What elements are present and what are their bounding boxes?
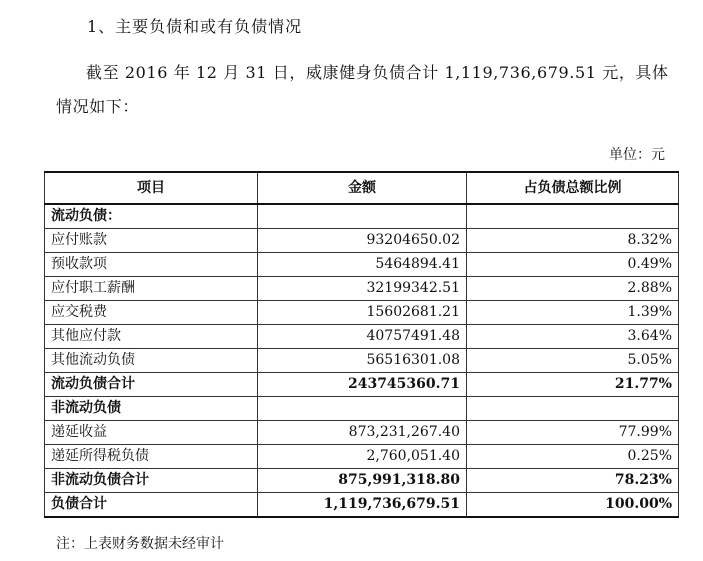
cell-item: 非流动负债合计 [45, 469, 258, 493]
cell-ratio: 100.00% [467, 493, 679, 518]
cell-ratio: 77.99% [467, 421, 679, 445]
cell-amount: 1,119,736,679.51 [258, 493, 467, 518]
cell-item: 其他应付款 [45, 325, 258, 349]
cell-amount: 32199342.51 [258, 277, 467, 301]
cell-item: 流动负债合计 [45, 373, 258, 397]
table-row [45, 301, 679, 325]
table-section-row [45, 204, 679, 229]
column-header-amount: 金额 [258, 172, 467, 204]
cell-item: 预收款项 [45, 253, 258, 277]
column-header-ratio: 占负债总额比例 [467, 172, 679, 204]
column-header-item: 项目 [45, 172, 258, 204]
cell-item: 递延收益 [45, 421, 258, 445]
table-row [45, 349, 679, 373]
table-total-row [45, 373, 679, 397]
cell-ratio: 0.25% [467, 445, 679, 469]
table-total-row [45, 493, 679, 518]
table-row [45, 421, 679, 445]
cell-ratio: 8.32% [467, 229, 679, 253]
liabilities-table [44, 171, 679, 518]
cell-item: 其他流动负债 [45, 349, 258, 373]
cell-amount: 56516301.08 [258, 349, 467, 373]
cell-ratio: 0.49% [467, 253, 679, 277]
cell-item: 递延所得税负债 [45, 445, 258, 469]
cell-ratio: 1.39% [467, 301, 679, 325]
cell-amount: 15602681.21 [258, 301, 467, 325]
table-section-row [45, 397, 679, 421]
footnote: 注：上表财务数据未经审计 [56, 536, 224, 552]
cell-amount: 2,760,051.40 [258, 445, 467, 469]
table-row [45, 253, 679, 277]
summary-paragraph: 截至 2016 年 12 月 31 日，威康健身负债合计 1,119,736,679.51 元，具体情况如下： [56, 63, 669, 116]
table-row [45, 325, 679, 349]
cell-item: 负债合计 [45, 493, 258, 518]
table-row [45, 277, 679, 301]
unit-label: 单位：元 [609, 147, 665, 163]
cell-ratio: 2.88% [467, 277, 679, 301]
table-total-row [45, 469, 679, 493]
section-heading: 1、主要负债和或有负债情况 [87, 17, 303, 36]
cell-amount: 873,231,267.40 [258, 421, 467, 445]
cell-ratio: 5.05% [467, 349, 679, 373]
cell-amount [258, 204, 467, 229]
cell-item: 应交税费 [45, 301, 258, 325]
table-row [45, 445, 679, 469]
cell-amount [258, 397, 467, 421]
table-row [45, 229, 679, 253]
table-header-row [45, 172, 679, 204]
cell-ratio: 21.77% [467, 373, 679, 397]
cell-amount: 40757491.48 [258, 325, 467, 349]
cell-amount: 5464894.41 [258, 253, 467, 277]
cell-item: 应付账款 [45, 229, 258, 253]
cell-item: 非流动负债 [45, 397, 258, 421]
cell-item: 应付职工薪酬 [45, 277, 258, 301]
cell-ratio: 3.64% [467, 325, 679, 349]
cell-amount: 93204650.02 [258, 229, 467, 253]
cell-amount: 875,991,318.80 [258, 469, 467, 493]
cell-ratio: 78.23% [467, 469, 679, 493]
cell-ratio [467, 397, 679, 421]
cell-amount: 243745360.71 [258, 373, 467, 397]
cell-item: 流动负债： [45, 204, 258, 229]
cell-ratio [467, 204, 679, 229]
